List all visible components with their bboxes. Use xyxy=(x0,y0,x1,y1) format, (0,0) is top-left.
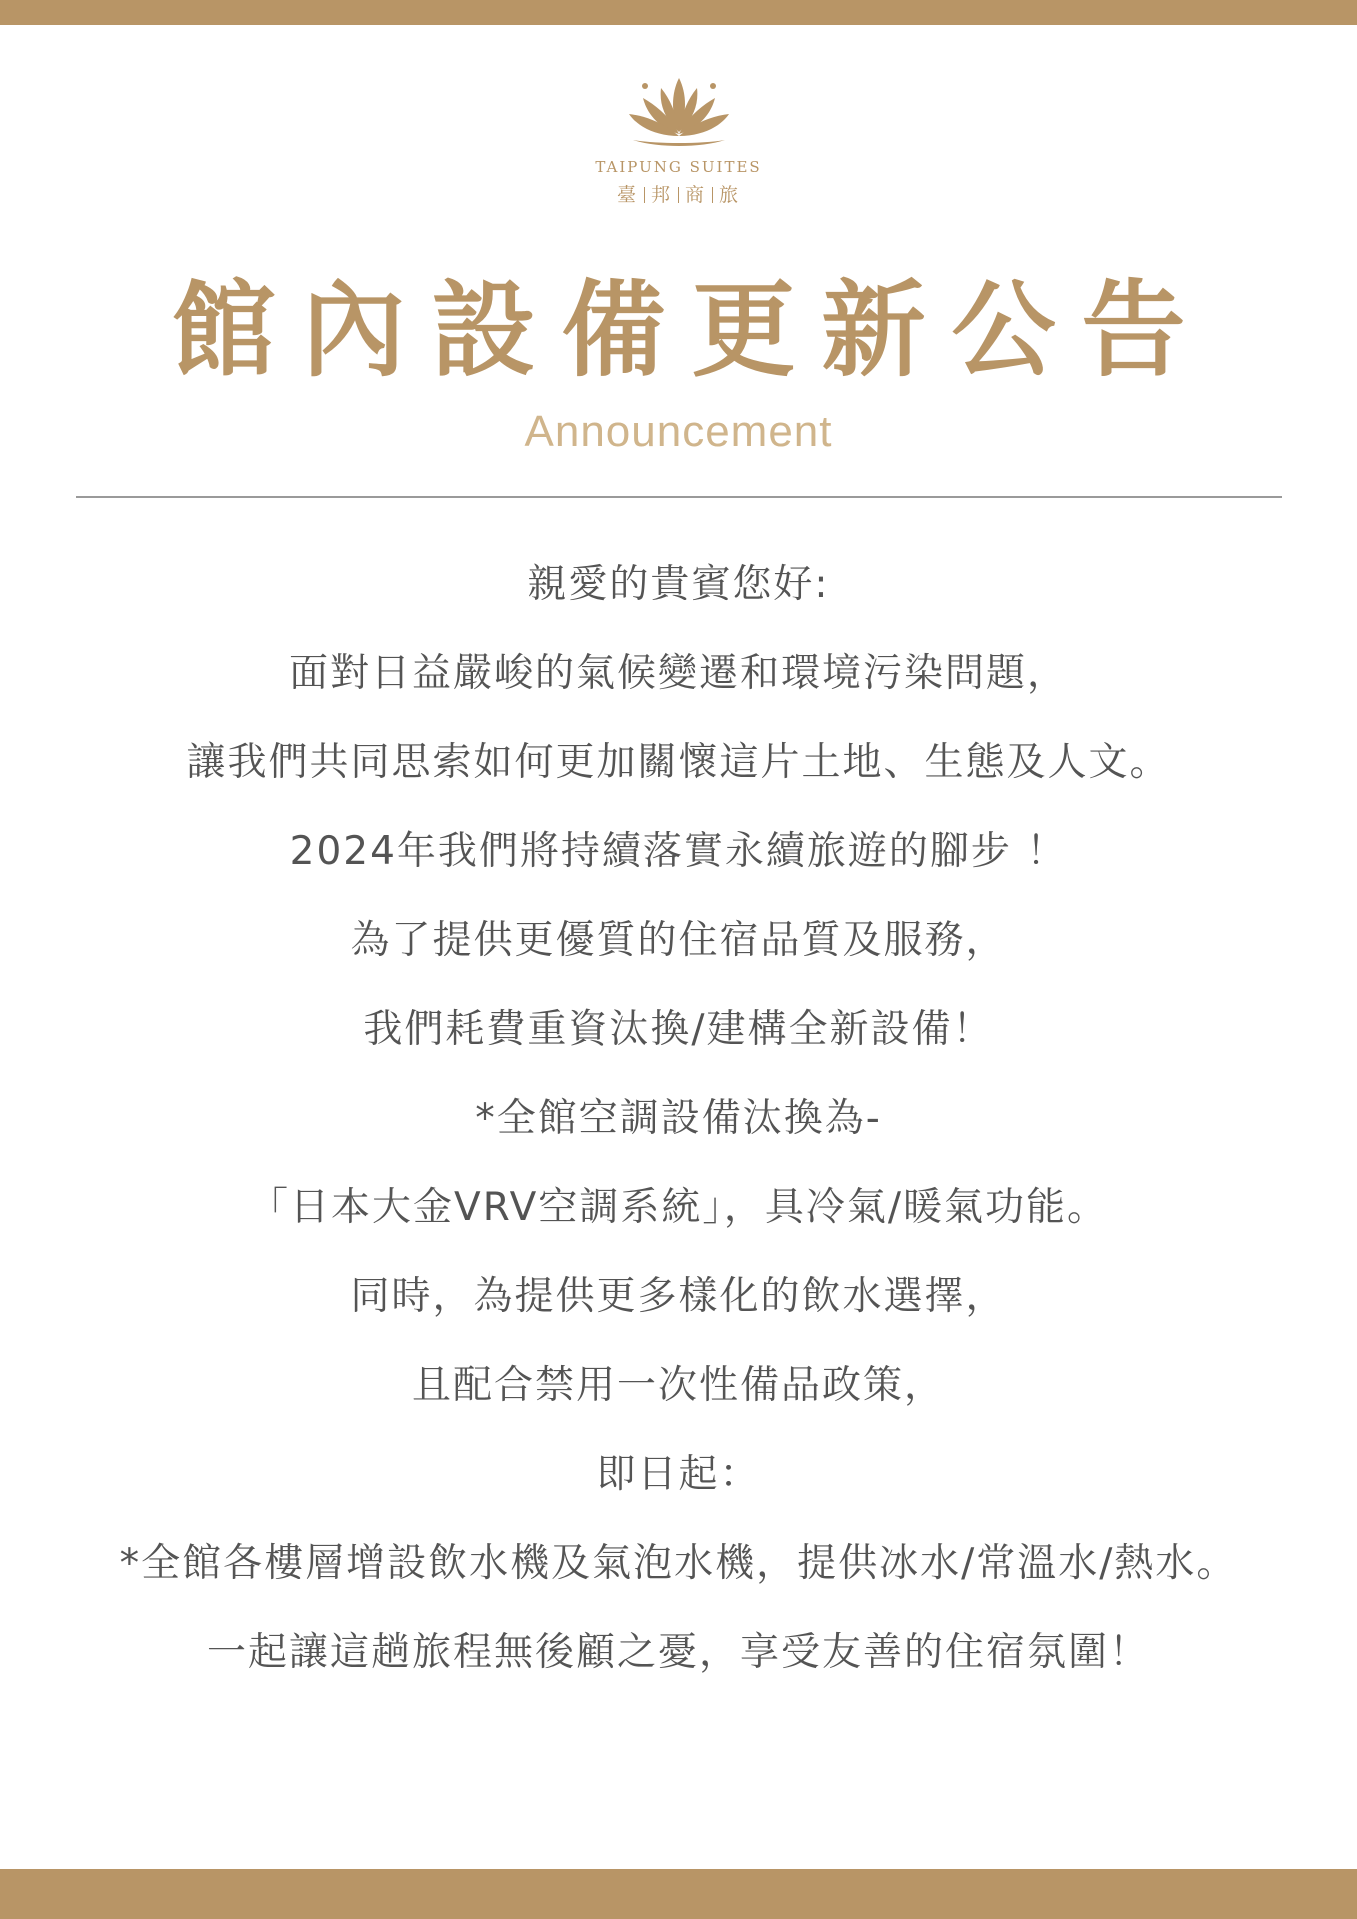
announcement-line: *全館各樓層增設飲水機及氣泡水機，提供冰水/常溫水/熱水。 xyxy=(119,1541,1238,1586)
bottom-border-band xyxy=(0,1869,1357,1919)
announcement-line: 即日起： xyxy=(596,1452,761,1497)
brand-separator xyxy=(712,187,713,203)
hotel-logo xyxy=(0,76,1357,207)
announcement-line: 且配合禁用一次性備品政策， xyxy=(411,1363,945,1408)
brand-separator xyxy=(644,187,645,203)
page-subtitle: Announcement xyxy=(524,407,833,456)
brand-char-3: 商 xyxy=(685,184,707,206)
announcement-line: 讓我們共同思索如何更加關懷這片土地、生態及人文。 xyxy=(186,740,1171,785)
announcement-line: 同時，為提供更多樣化的飲水選擇， xyxy=(350,1274,1007,1319)
announcement-line: 一起讓這趟旅程無後顧之憂，享受友善的住宿氛圍！ xyxy=(206,1630,1150,1675)
announcement-line: 為了提供更優質的住宿品質及服務， xyxy=(350,918,1007,963)
announcement-line: 親愛的貴賓您好: xyxy=(527,562,830,607)
brand-name-english: TAIPUNG SUITES xyxy=(595,158,762,176)
announcement-line: 我們耗費重資汰換/建構全新設備！ xyxy=(363,1007,994,1052)
lotus-icon xyxy=(617,76,741,152)
announcement-line: 面對日益嚴峻的氣候變遷和環境污染問題， xyxy=(288,651,1068,696)
announcement-body xyxy=(0,540,1357,1697)
brand-char-2: 邦 xyxy=(650,184,672,206)
divider-line xyxy=(76,496,1282,498)
top-border-band xyxy=(0,0,1357,25)
brand-char-4: 旅 xyxy=(719,184,741,206)
page-title: 館內設備更新公告 xyxy=(171,269,1212,391)
announcement-line: 2024年我們將持續落實永續旅遊的腳步 ！ xyxy=(289,829,1068,874)
brand-name-chinese xyxy=(0,180,1357,207)
brand-char-1: 臺 xyxy=(616,184,638,206)
brand-separator xyxy=(678,187,679,203)
announcement-line: *全館空調設備汰換為- xyxy=(475,1096,882,1141)
announcement-line: 「日本大金VRV空調系統」，具冷氣/暖氣功能。 xyxy=(249,1185,1108,1230)
